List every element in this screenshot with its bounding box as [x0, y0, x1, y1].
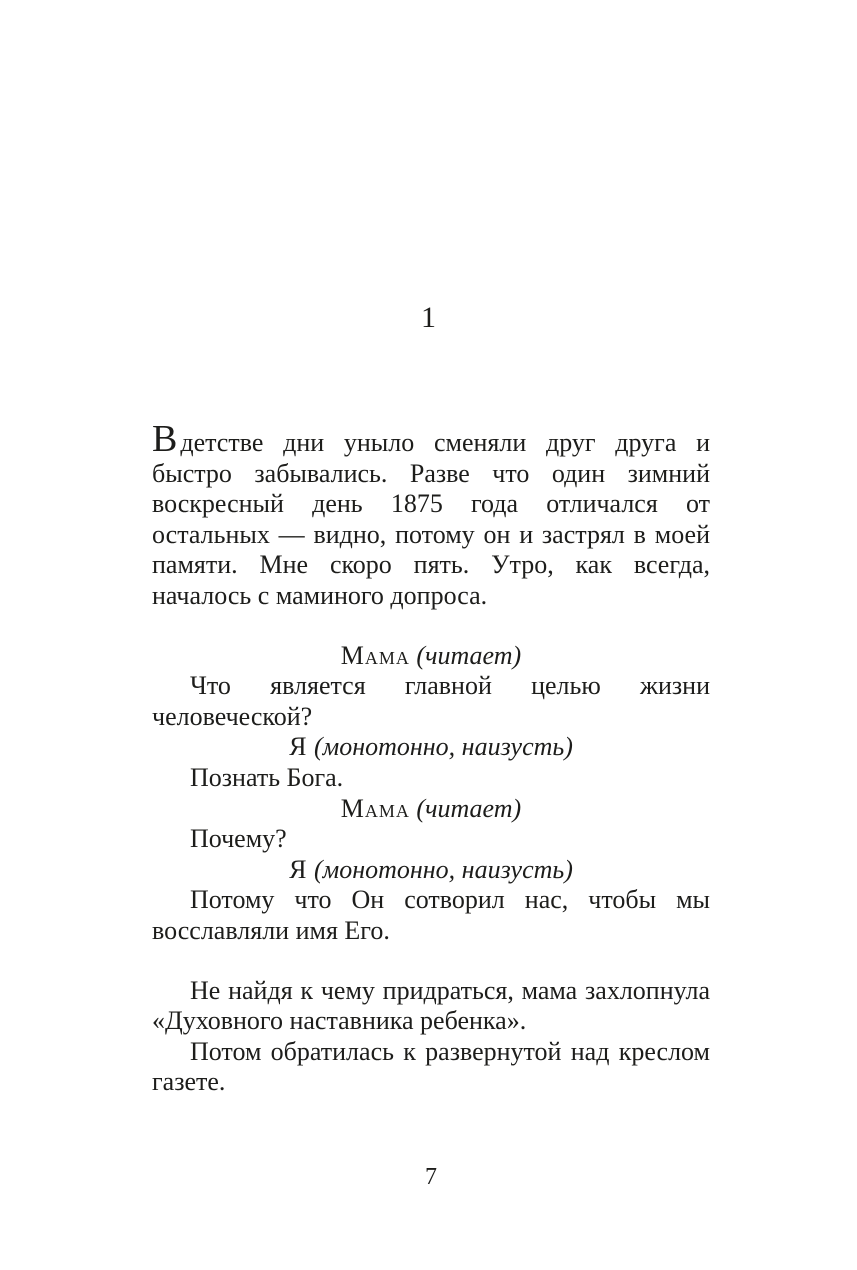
dialogue-line: Познать Бога.: [190, 762, 344, 792]
stage-direction: (читает): [416, 793, 522, 823]
speaker-cue: [152, 794, 710, 825]
initial-letter: В: [152, 418, 178, 460]
speaker-name: Я: [289, 854, 308, 884]
speaker-cue: [152, 641, 710, 672]
opening-paragraph: [152, 418, 710, 612]
dialogue-block: [152, 641, 710, 947]
dialogue-line: Что является главной целью жизни человеческой?: [152, 671, 710, 731]
dialogue-line: Почему?: [190, 824, 287, 854]
chapter-number: 1: [421, 301, 436, 334]
speaker-name: Мама: [340, 793, 410, 823]
stage-direction: (монотонно, наизусть): [313, 854, 573, 884]
speaker-name: Мама: [340, 640, 410, 670]
page-number: 7: [425, 1164, 437, 1190]
closing-block: [152, 976, 710, 1098]
speaker-cue: [152, 732, 710, 763]
stage-direction: (читает): [416, 640, 522, 670]
stage-direction: (монотонно, наизусть): [313, 732, 573, 762]
dialogue-line: Потому что Он сотворил нас, чтобы мы восславляли имя Его.: [152, 885, 710, 945]
closing-paragraph: Не найдя к чему придраться, мама захлопнула «Духовного наставника ребенка».: [152, 975, 710, 1036]
speaker-name: Я: [289, 732, 308, 762]
page-content: [152, 418, 710, 1098]
opening-paragraph-text: детстве дни уныло сменяли друг друга и быстро забывались. Разве что один зимний воскресный день 1875 года отличался от остальных — видно, потому он и застрял в моей памяти. Мне скоро пять. Утро, как всегда, началось с маминого допроса.: [152, 428, 710, 610]
closing-paragraph: Потом обратилась к развернутой над креслом газете.: [152, 1036, 710, 1097]
speaker-cue: [152, 855, 710, 886]
